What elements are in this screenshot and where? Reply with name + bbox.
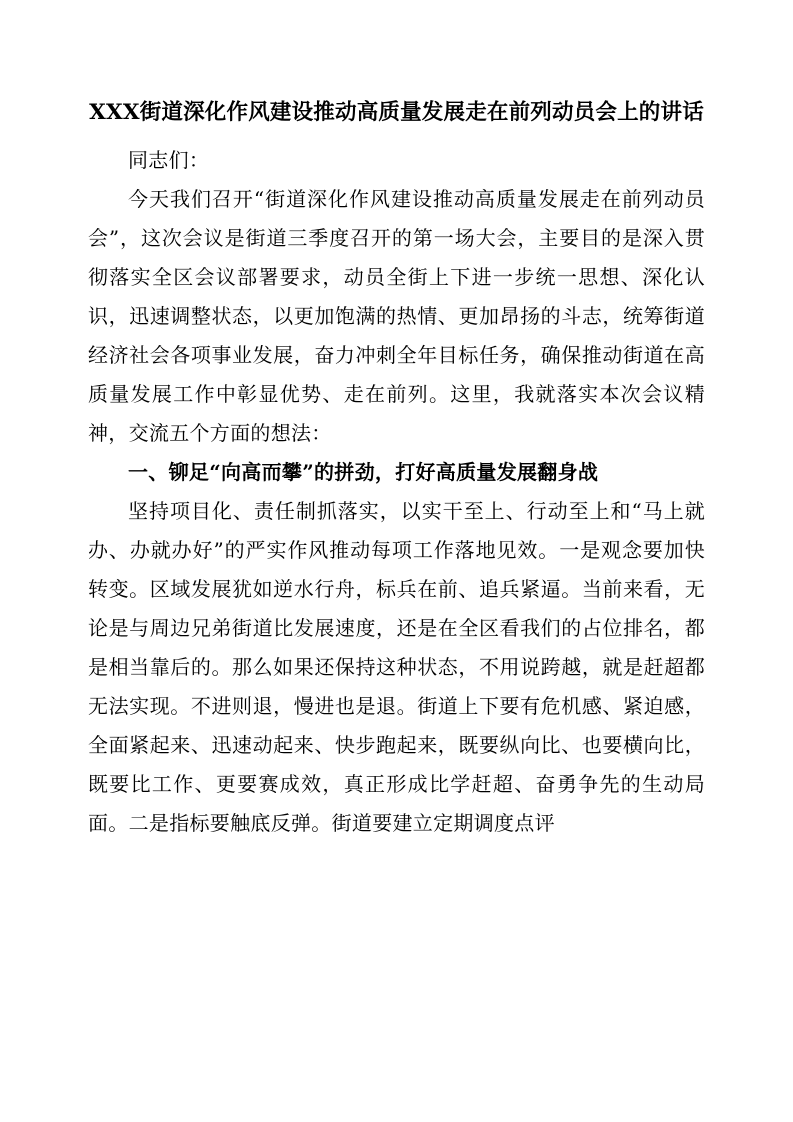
body-paragraph-2: 坚持项目化、责任制抓落实，以实干至上、行动至上和“马上就办、办就办好”的严实作风推动每项工作落地见效。一是观念要加快转变。区域发展犹如逆水行舟，标兵在前、追兵紧逼。当前来看，无论是与周边兄弟街道比发展速度，还是在全区看我们的占位排名，都是相当靠后的。那么如果还保持这种状态，不用说跨越，就是赶超都无法实现。不进则退，慢进也是退。街道上下要有危机感、紧迫感，全面紧起来、迅速动起来、快步跑起来，既要纵向比、也要横向比，既要比工作、更要赛成效，真正形成比学赶超、奋勇争先的生动局面。二是指标要触底反弹。街道要建立定期调度点评 — [88, 498, 705, 835]
salutation-paragraph: 同志们： — [128, 147, 210, 172]
section-heading-1: 一、铆足“向高而攀”的拼劲，打好高质量发展翻身战 — [128, 459, 599, 484]
page-title: XXX街道深化作风建设推动高质量发展走在前列动员会上的讲话 — [89, 100, 704, 125]
body-paragraph-1: 今天我们召开“街道深化作风建设推动高质量发展走在前列动员会”，这次会议是街道三季度召开的第一场大会，主要目的是深入贯彻落实全区会议部署要求，动员全街上下进一步统一思想、深化认识，迅速调整状态，以更加饱满的热情、更加昂扬的斗志，统筹街道经济社会各项事业发展，奋力冲刺全年目标任务，确保推动街道在高质量发展工作中彰显优势、走在前列。这里，我就落实本次会议精神，交流五个方面的想法： — [88, 186, 705, 445]
